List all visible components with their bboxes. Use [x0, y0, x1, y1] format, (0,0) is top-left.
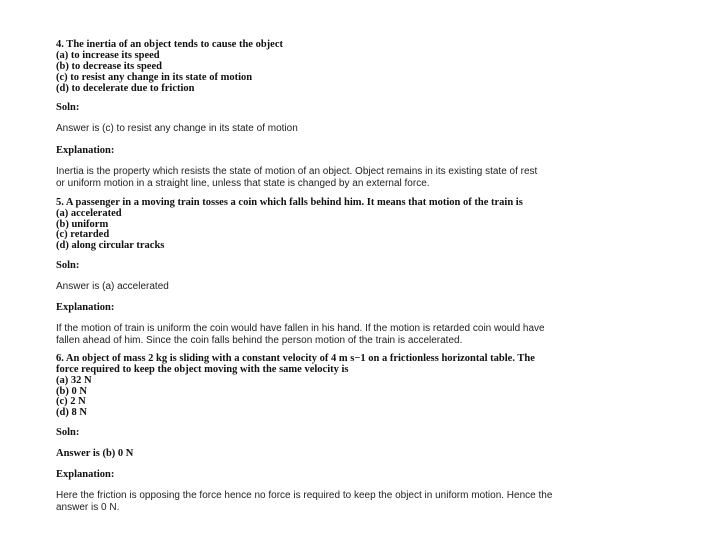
q4-option-a: (a) to increase its speed [56, 50, 160, 61]
q6-question-line-2: force required to keep the object moving with the same velocity is [56, 364, 349, 375]
q5-question: 5. A passenger in a moving train tosses a coin which falls behind him. It means that motion of the train is [56, 197, 523, 208]
q6-soln-label: Soln: [56, 427, 80, 438]
q5-explanation-label: Explanation: [56, 302, 115, 313]
q5-option-c: (c) retarded [56, 229, 110, 240]
q5-answer: Answer is (a) accelerated [56, 281, 169, 292]
q4-explanation-line-1: Inertia is the property which resists the state of motion of an object. Object remains in its existing state of rest [56, 166, 538, 177]
q6-option-b: (b) 0 N [56, 386, 87, 397]
q4-answer: Answer is (c) to resist any change in its state of motion [56, 123, 298, 134]
q4-question: 4. The inertia of an object tends to cause the object [56, 39, 283, 50]
q6-option-d: (d) 8 N [56, 407, 87, 418]
q4-explanation-label: Explanation: [56, 145, 115, 156]
q5-explanation-line-1: If the motion of train is uniform the coin would have fallen in his hand. If the motion is retarded coin would have [56, 323, 545, 334]
q6-option-a: (a) 32 N [56, 375, 92, 386]
q5-option-b: (b) uniform [56, 219, 109, 230]
q6-question-line-1: 6. An object of mass 2 kg is sliding with a constant velocity of 4 m s−1 on a frictionless horizontal table. The [56, 353, 535, 364]
q4-option-b: (b) to decrease its speed [56, 61, 162, 72]
q6-explanation-line-2: answer is 0 N. [56, 502, 120, 513]
q6-explanation-line-1: Here the friction is opposing the force hence no force is required to keep the object in uniform motion. Hence the [56, 490, 553, 501]
q6-option-c: (c) 2 N [56, 396, 86, 407]
q5-soln-label: Soln: [56, 260, 80, 271]
q6-answer: Answer is (b) 0 N [56, 448, 134, 459]
q4-soln-label: Soln: [56, 102, 80, 113]
q4-option-c: (c) to resist any change in its state of motion [56, 72, 253, 83]
q6-explanation-label: Explanation: [56, 469, 115, 480]
q5-explanation-line-2: fallen ahead of him. Since the coin falls behind the person motion of the train is accelerated. [56, 335, 463, 346]
q5-option-a: (a) accelerated [56, 208, 122, 219]
q4-explanation-line-2: or uniform motion in a straight line, unless that state is changed by an external force. [56, 178, 430, 189]
q5-option-d: (d) along circular tracks [56, 240, 165, 251]
q4-option-d: (d) to decelerate due to friction [56, 83, 195, 94]
